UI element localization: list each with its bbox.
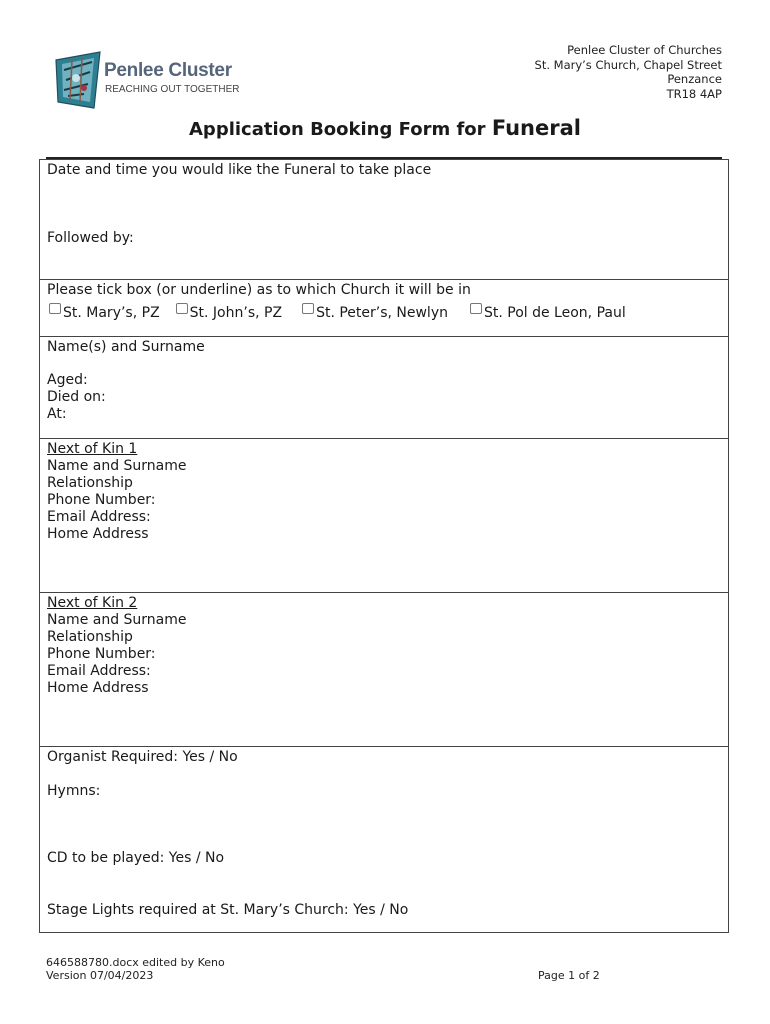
checkbox-st-marys[interactable] [49,303,61,314]
deceased-details-section[interactable] [40,337,728,439]
penlee-cluster-logo [54,50,254,112]
church-address [535,43,722,101]
address-line-4: TR18 4AP [666,86,722,101]
datetime-label: Date and time you would like the Funeral to take place [47,162,432,178]
kin2-phone-label: Phone Number: [47,646,156,662]
church-label-st-pol: St. Pol de Leon, Paul [483,305,626,321]
footer-filename: 646588780.docx edited by Keno [46,956,225,969]
church-option-st-johns[interactable] [176,303,282,320]
followed-by-label: Followed by: [47,230,134,246]
kin2-email-label: Email Address: [47,663,151,679]
footer-page-number: Page 1 of 2 [538,969,600,982]
kin1-heading: Next of Kin 1 [47,441,138,457]
logo-tagline: REACHING OUT TOGETHER [105,84,240,95]
page-title [0,116,770,140]
church-label-st-marys: St. Mary’s, PZ [63,305,160,321]
booking-form-table [39,159,729,933]
kin2-heading: Next of Kin 2 [47,595,138,611]
church-option-st-pol[interactable] [470,303,626,320]
kin2-name-label: Name and Surname [47,612,187,628]
died-on-label: Died on: [47,389,106,405]
next-of-kin-1-section[interactable] [40,439,728,593]
funeral-datetime-section[interactable] [40,160,728,280]
footer-document-info [46,956,225,982]
address-line-1: Penlee Cluster of Churches [567,43,722,57]
at-label: At: [47,406,67,422]
names-surname-label: Name(s) and Surname [47,339,205,355]
church-label-st-peters: St. Peter’s, Newlyn [316,305,448,321]
checkbox-st-pol[interactable] [470,303,482,314]
kin1-address-label: Home Address [47,526,149,542]
address-line-2: St. Mary’s Church, Chapel Street [534,57,722,72]
next-of-kin-2-section[interactable] [40,593,728,747]
church-option-st-marys[interactable] [49,303,160,320]
kin1-relationship-label: Relationship [47,475,133,491]
title-emphasis: Funeral [491,116,581,140]
church-options [47,303,721,320]
footer-version: Version 07/04/2023 [46,969,154,982]
kin1-phone-label: Phone Number: [47,492,156,508]
address-line-3: Penzance [667,72,722,86]
church-option-st-peters[interactable] [302,303,448,320]
kin2-address-label: Home Address [47,680,149,696]
title-main: Application Booking Form for [189,119,492,140]
hymns-label: Hymns: [47,783,101,799]
church-label-st-johns: St. John’s, PZ [189,305,283,321]
kin2-relationship-label: Relationship [47,629,133,645]
organist-required-label: Organist Required: Yes / No [47,749,238,765]
church-instruction: Please tick box (or underline) as to which Church it will be in [47,282,471,298]
checkbox-st-peters[interactable] [302,303,314,314]
checkbox-st-johns[interactable] [176,303,188,314]
kin1-email-label: Email Address: [47,509,151,525]
church-choice-section [40,280,728,337]
logo-name: Penlee Cluster [104,60,232,81]
aged-label: Aged: [47,372,88,388]
cd-played-label: CD to be played: Yes / No [47,850,225,866]
service-extras-section[interactable] [40,747,728,932]
logo-mark-icon [54,50,104,110]
stage-lights-label: Stage Lights required at St. Mary’s Church: Yes / No [47,902,409,918]
kin1-name-label: Name and Surname [47,458,187,474]
